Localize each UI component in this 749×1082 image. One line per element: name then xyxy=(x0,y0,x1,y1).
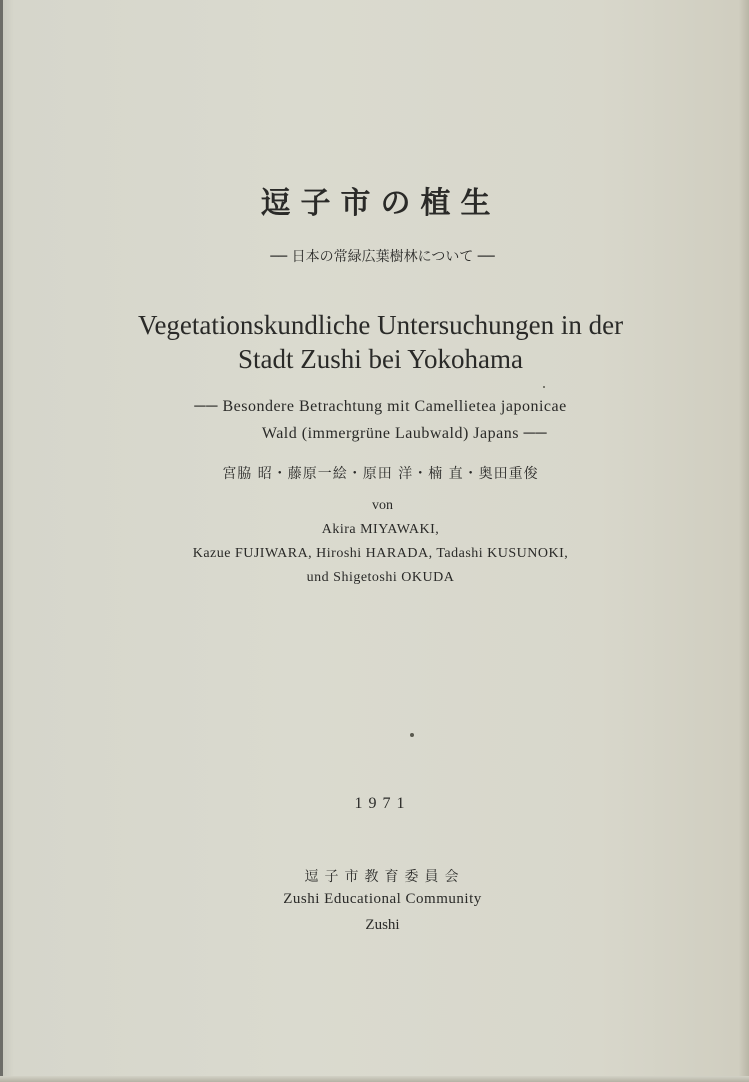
paper-speck xyxy=(543,386,545,388)
japanese-authors: 宮脇 昭・藤原一絵・原田 洋・楠 直・奥田重俊 xyxy=(222,466,539,482)
publisher-english: Zushi Educational Community xyxy=(283,891,482,907)
japanese-title: 逗子市の植生 xyxy=(260,186,501,221)
german-title-line-2: Stadt Zushi bei Yokohama xyxy=(237,344,523,374)
von-label: von xyxy=(372,498,393,513)
german-title-line-1: Vegetationskundliche Untersuchungen in der xyxy=(137,310,624,340)
authors-line-3: und Shigetoshi OKUDA xyxy=(306,570,455,585)
cover-bottom-edge xyxy=(0,1076,749,1082)
cover-left-edge xyxy=(0,0,3,1082)
japanese-subtitle: ── 日本の常緑広葉樹林について ── xyxy=(270,249,495,265)
publication-year: 1971 xyxy=(354,795,411,812)
paper-speck xyxy=(410,733,414,737)
german-subtitle-line-1: ── Besondere Betrachtung mit Camellietea japonicae xyxy=(194,398,567,415)
authors-line-1: Akira MIYAWAKI, xyxy=(321,522,440,537)
authors-line-2: Kazue FUJIWARA, Hiroshi HARADA, Tadashi KUSUNOKI, xyxy=(192,546,569,561)
german-subtitle-line-2: Wald (immergrüne Laubwald) Japans ── xyxy=(261,425,548,442)
publisher-city: Zushi xyxy=(365,917,400,933)
publisher-japanese: 逗子市教育委員会 xyxy=(304,869,465,885)
